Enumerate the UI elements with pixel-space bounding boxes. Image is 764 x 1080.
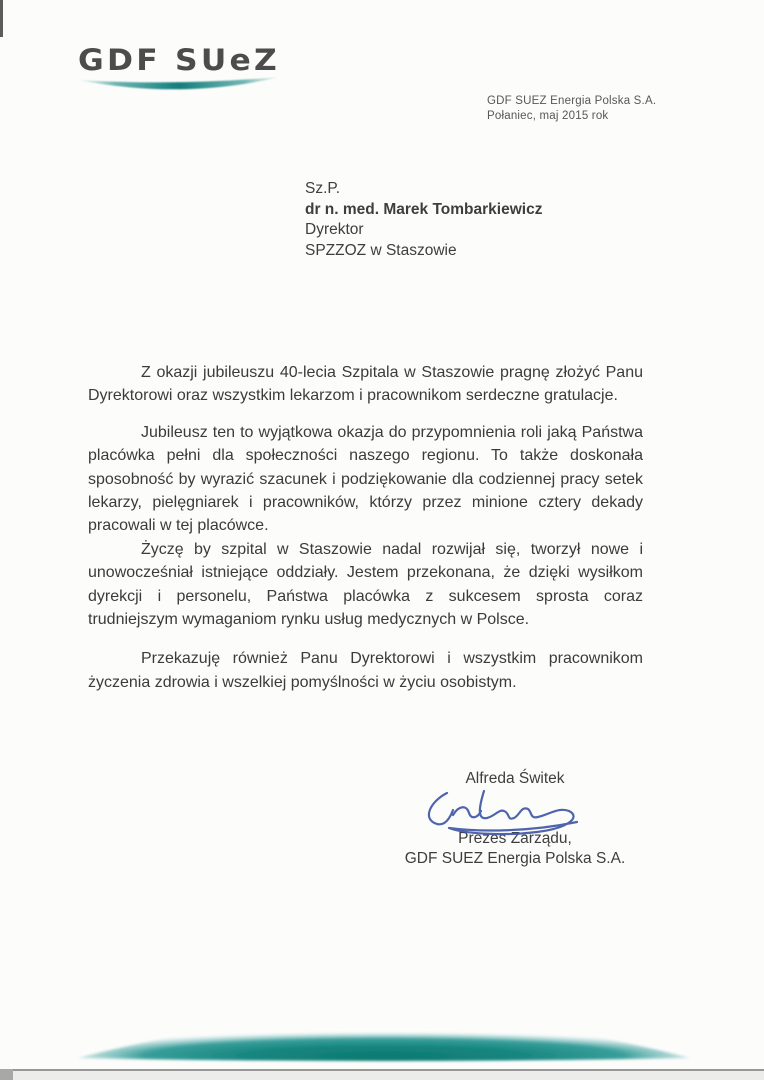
sender-company: GDF SUEZ Energia Polska S.A. (487, 95, 657, 107)
scan-bottom-strip (0, 1071, 764, 1080)
sender-place-date: Połaniec, maj 2015 rok (487, 110, 609, 122)
paragraph: Z okazji jubileuszu 40-lecia Szpitala w Staszowie pragnę złożyć Panu Dyrektorowi oraz wszystkim lekarzom i pracownikom serdeczne gratulacje. (88, 364, 643, 405)
signature-block (375, 769, 655, 869)
signature-title: Prezes Zarządu, (458, 830, 572, 847)
recipient-organization: SPZZOZ w Staszowie (305, 241, 457, 259)
recipient-title: Dyrektor (305, 221, 364, 238)
logo-swoosh-icon (78, 77, 280, 89)
paragraph: Przekazuję również Panu Dyrektorowi i wszystkim pracownikom życzenia zdrowia i wszelkiej pomyślności w życiu osobistym. (88, 650, 643, 691)
gdf-suez-logo (70, 36, 290, 98)
recipient-salutation: Sz.P. (305, 180, 341, 197)
sender-block (487, 94, 656, 124)
scan-edge-artifact (0, 0, 3, 37)
paragraph: Życzę by szpital w Staszowie nadal rozwijał się, tworzył nowe i unowocześniał istniejące oddziały. Jestem przekonana, że dzięki wysiłkom dyrekcji i personelu, Państwa placówka z sukcesem sprosta coraz trudniejszym wymaganiom rynku usług medycznych w Polsce. (88, 540, 643, 629)
paragraph: Jubileusz ten to wyjątkowa okazja do przypomnienia roli jaką Państwa placówka pełni dla społeczności naszego regionu. To także doskonała sposobność by wyrazić szacunek i podziękowanie dla codziennej pracy setek lekarzy, pielęgniarek i pracowników, którzy przez minione cztery dekady pracowali w tej placówce. (88, 423, 643, 535)
signature-name: Alfreda Świtek (465, 770, 565, 787)
recipient-name: dr n. med. Marek Tombarkiewicz (305, 200, 543, 218)
footer-swoosh-icon (72, 1006, 696, 1066)
recipient-block (305, 179, 542, 261)
signature-company: GDF SUEZ Energia Polska S.A. (404, 850, 626, 867)
letter-body (88, 361, 643, 694)
scan-corner-artifact (0, 1069, 13, 1080)
logo-wordmark: GDF SUeZ (78, 43, 280, 77)
